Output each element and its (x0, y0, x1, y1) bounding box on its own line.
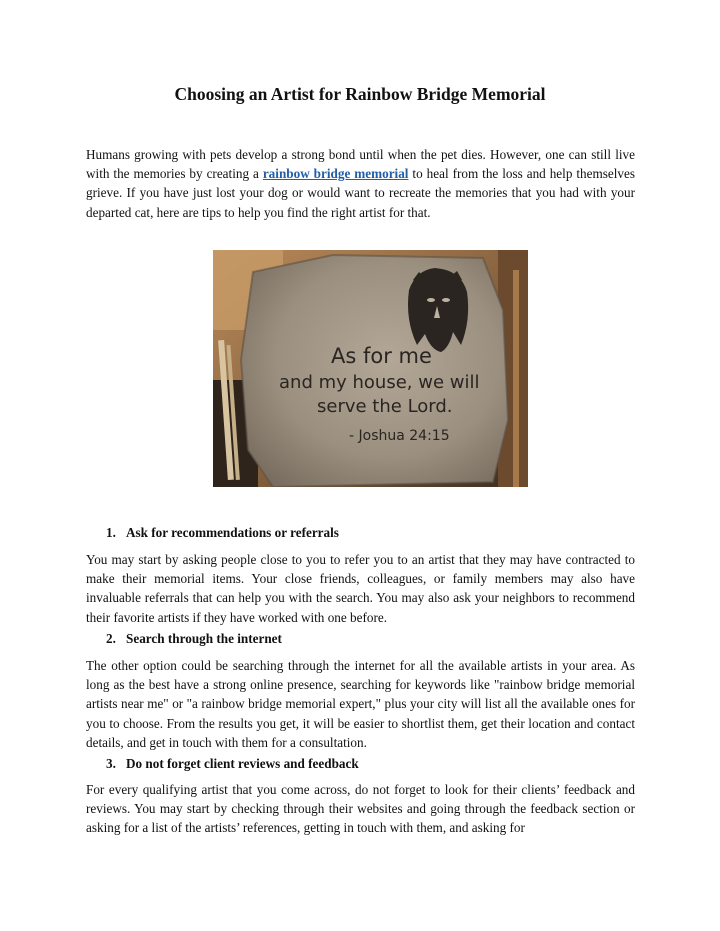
page-title: Choosing an Artist for Rainbow Bridge Memorial (174, 84, 546, 104)
memorial-stone-image (213, 250, 528, 487)
section-heading-3 (106, 756, 359, 772)
section-number-3: 3. (106, 756, 116, 771)
intro-paragraph (86, 145, 635, 222)
intro-text-start: Humans growing with pets develop a strong bond until when the pet dies. However, one can still live with the memories by creating a (86, 147, 635, 182)
image-text-line-4: - Joshua 24:15 (349, 428, 450, 444)
section-heading-2 (106, 631, 282, 647)
section-title-3: Do not forget client reviews and feedback (126, 756, 359, 771)
section-number-2: 2. (106, 631, 116, 646)
section-number-1: 1. (106, 525, 116, 540)
section-title-1: Ask for recommendations or referrals (126, 525, 339, 540)
section-heading-1 (106, 525, 339, 541)
image-text-line-2: and my house, we will (279, 372, 480, 393)
image-text-line-3: serve the Lord. (317, 396, 453, 417)
section-body-3: For every qualifying artist that you come across, do not forget to look for their clients’ feedback and reviews. You may start by checking through their websites and going through the feedback section or asking for a list of the artists’ references, getting in touch with them, and asking for (86, 782, 635, 836)
section-body-1: You may start by asking people close to you to refer you to an artist that they may have contracted to make their memorial items. Your close friends, colleagues, or family members may also have invaluable referrals that can help you with the search. You may also ask your neighbors to recommend their favorite artists if they have worked with one before. (86, 552, 635, 625)
image-text-line-1: As for me (331, 344, 432, 368)
section-body-2: The other option could be searching through the internet for all the available artists in your area. As long as the best have a strong online presence, searching for keywords like "rainbow bridge memorial artists near me" or "a rainbow bridge memorial expert," plus your city will list all the available ones for you to choose. From the results you get, it will be easier to shortlist them, get their location and contact details, and get in touch with them for a consultation. (86, 658, 635, 750)
section-title-2: Search through the internet (126, 631, 282, 646)
intro-text-end: to heal from the loss and help themselves grieve. If you have just lost your dog or would want to recreate the memories that you had with your departed cat, here are tips to help you find the right artist for that. (86, 166, 635, 220)
rainbow-bridge-memorial-link[interactable]: rainbow bridge memorial (262, 166, 409, 182)
